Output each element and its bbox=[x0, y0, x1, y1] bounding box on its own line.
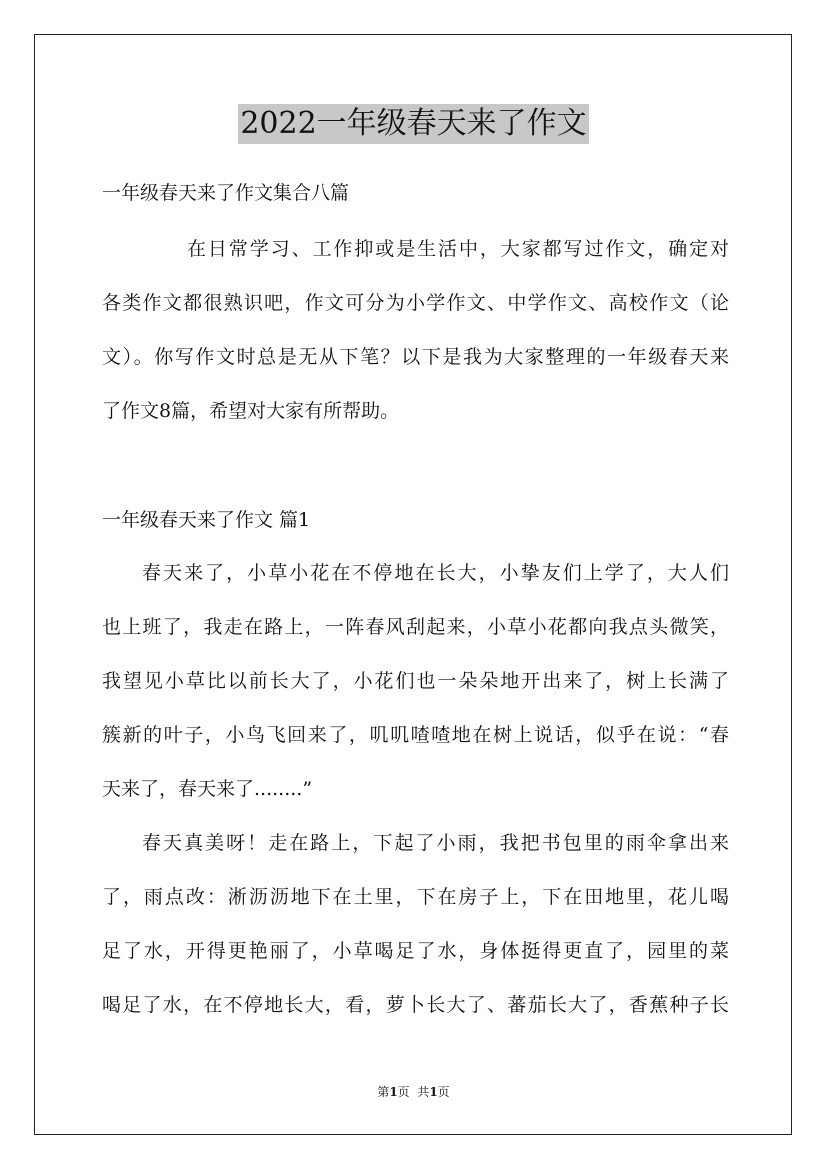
footer-suffix: 页 bbox=[437, 1085, 450, 1099]
intro-line: 在日常学习、工作抑或是生活中，大家都写过作文，确定对 bbox=[187, 238, 729, 260]
intro-line: 各类作文都很熟识吧，作文可分为小学作文、中学作文、高校作文（论 bbox=[102, 292, 729, 314]
paragraph-line: 也上班了，我走在路上，一阵春风刮起来，小草小花都向我点头微笑， bbox=[102, 616, 729, 638]
paragraph-line: 足了水，开得更艳丽了，小草喝足了水，身体挺得更直了，园里的菜 bbox=[102, 940, 729, 962]
document-subtitle: 一年级春天来了作文集合八篇 bbox=[102, 182, 350, 204]
footer-page-total: 1 bbox=[429, 1085, 438, 1099]
paragraph-line: 簇新的叶子，小鸟飞回来了，叽叽喳喳地在树上说话，似乎在说：“春 bbox=[102, 724, 729, 746]
intro-line: 了作文8篇，希望对大家有所帮助。 bbox=[102, 400, 400, 422]
title-container bbox=[0, 104, 827, 144]
intro-line: 文）。你写作文时总是无从下笔？以下是我为大家整理的一年级春天来 bbox=[102, 346, 729, 368]
paragraph-line: 天来了，春天来了........” bbox=[102, 778, 313, 800]
footer-page-current: 1 bbox=[389, 1085, 398, 1099]
paragraph-line: 了，雨点改：淅沥沥地下在土里，下在房子上，下在田地里，花儿喝 bbox=[102, 886, 729, 908]
footer-mid: 页 共 bbox=[397, 1085, 430, 1099]
paragraph-line: 我望见小草比以前长大了，小花们也一朵朵地开出来了，树上长满了 bbox=[102, 670, 729, 692]
section-heading: 一年级春天来了作文 篇1 bbox=[102, 509, 311, 531]
paragraph-line: 喝足了水，在不停地长大，看，萝卜长大了、蕃茄长大了，香蕉种子长 bbox=[102, 994, 729, 1016]
paragraph-line: 春天来了，小草小花在不停地在长大，小挚友们上学了，大人们 bbox=[142, 562, 729, 584]
paragraph-line: 春天真美呀！走在路上，下起了小雨，我把书包里的雨伞拿出来 bbox=[142, 832, 729, 854]
footer-prefix: 第 bbox=[377, 1085, 390, 1099]
page-footer bbox=[0, 1084, 827, 1100]
document-title: 2022一年级春天来了作文 bbox=[238, 104, 588, 144]
